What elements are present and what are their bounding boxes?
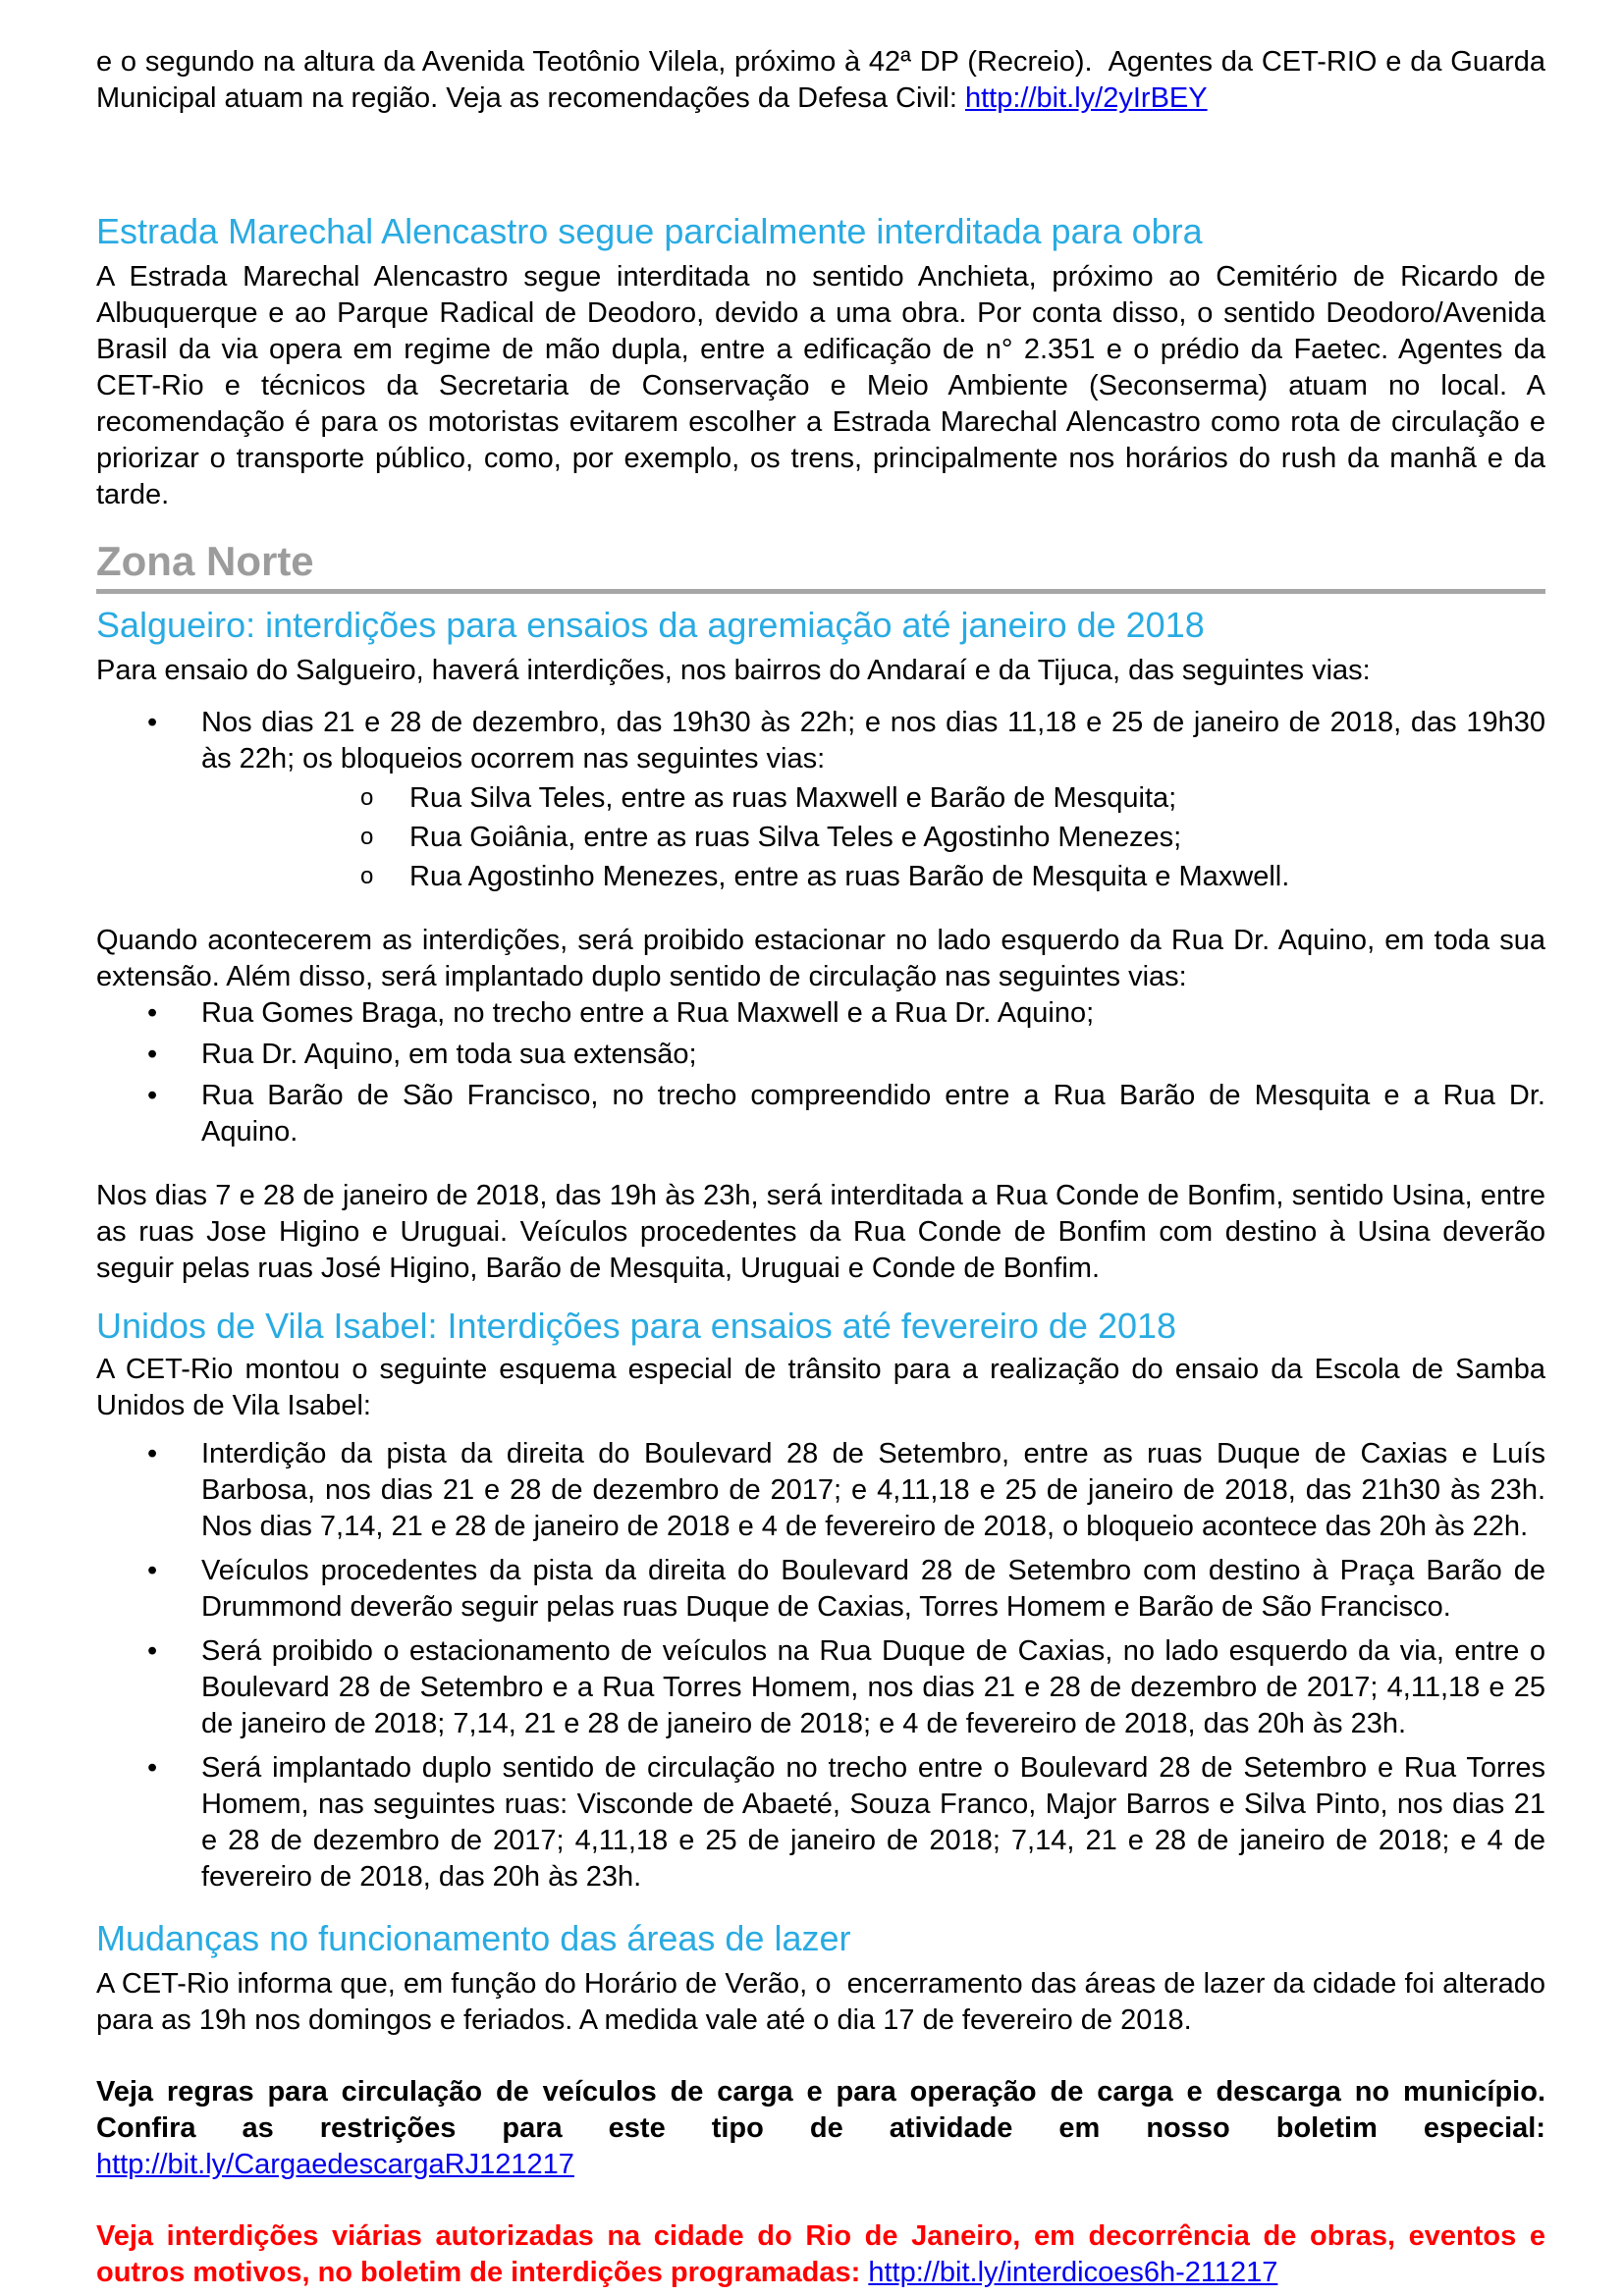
defesa-civil-link[interactable]: http://bit.ly/2yIrBEY: [965, 82, 1208, 114]
carga-notice-paragraph: [96, 2074, 1545, 2183]
vila-isabel-intro-paragraph: A CET-Rio montou o seguinte esquema especial de trânsito para a realização do ensaio da Escola de Samba Unidos de Vila Isabel:: [96, 1354, 1545, 1421]
section-heading-vila-isabel: Unidos de Vila Isabel: Interdições para ensaios até fevereiro de 2018: [96, 1306, 1177, 1346]
estrada-body-paragraph: A Estrada Marechal Alencastro segue interditada no sentido Anchieta, próximo ao Cemitério de Ricardo de Albuquerque e ao Parque Radical de Deodoro, devido a uma obra. Por conta disso, o sentido Deodoro/Avenida Brasil da via opera em regime de mão dupla, entre a edificação de n° 2.351 e o prédio da Faetec. Agentes da CET-Rio e técnicos da Secretaria de Conservação e Meio Ambiente (Seconserma) atuam no local. A recomendação é para os motoristas evitarem escolher a Estrada Marechal Alencastro como rota de circulação e priorizar o transporte público, como, por exemplo, os trens, principalmente nos horários do rush da manhã e da tarde.: [96, 261, 1545, 510]
section-heading-estrada: Estrada Marechal Alencastro segue parcialmente interditada para obra: [96, 211, 1203, 251]
list-item: o Rua Silva Teles, entre as ruas Maxwell e Barão de Mesquita;: [201, 780, 1545, 817]
list-item: • Rua Barão de São Francisco, no trecho compreendido entre a Rua Barão de Mesquita e a Rua Dr. Aquino.: [96, 1078, 1545, 1150]
interdicoes-programadas-link[interactable]: http://bit.ly/interdicoes6h-211217: [868, 2257, 1278, 2288]
salgueiro-bullet-list: [96, 705, 1545, 895]
list-item: o Rua Goiânia, entre as ruas Silva Teles e Agostinho Menezes;: [201, 820, 1545, 856]
intro-text: e o segundo na altura da Avenida Teotônio Vilela, próximo à 42ª DP (Recreio). Agentes da CET-RIO e da Guarda Municipal atuam na região. Veja as recomendações da Defesa Civil:: [96, 46, 1545, 114]
intro-paragraph: [96, 44, 1545, 117]
salgueiro-second-bullet-list: [96, 995, 1545, 1150]
list-item: • Rua Gomes Braga, no trecho entre a Rua Maxwell e a Rua Dr. Aquino;: [96, 995, 1545, 1032]
list-item: • Interdição da pista da direita do Boulevard 28 de Setembro, entre as ruas Duque de Caxias e Luís Barbosa, nos dias 21 e 28 de dezembro de 2017; e 4,11,18 e 25 de janeiro de 2018, das 21h30 às 23h. Nos dias 7,14, 21 e 28 de janeiro de 2018 e 4 de fevereiro de 2018, o bloqueio acontece das 20h às 22h.: [96, 1436, 1545, 1545]
salgueiro-second-paragraph: Quando acontecerem as interdições, será proibido estacionar no lado esquerdo da Rua Dr. Aquino, em toda sua extensão. Além disso, será implantado duplo sentido de circulação nas seguintes vias:: [96, 925, 1545, 992]
list-item: • Será proibido o estacionamento de veículos na Rua Duque de Caxias, no lado esquerdo da via, entre o Boulevard 28 de Setembro e a Rua Torres Homem, nos dias 21 e 28 de dezembro de 2017; 4,11,18 e 25 de janeiro de 2018; 7,14, 21 e 28 de janeiro de 2018; e 4 de fevereiro de 2018, das 20h às 23h.: [96, 1633, 1545, 1742]
carga-descarga-link[interactable]: http://bit.ly/CargaedescargaRJ121217: [96, 2149, 574, 2180]
salgueiro-bullet-text: Nos dias 21 e 28 de dezembro, das 19h30 às 22h; e nos dias 11,18 e 25 de janeiro de 2018, das 19h30 às 22h; os bloqueios ocorrem nas seguintes vias:: [201, 707, 1545, 774]
salgueiro-sub-bullet-list: [201, 780, 1545, 895]
list-item: o Rua Agostinho Menezes, entre as ruas Barão de Mesquita e Maxwell.: [201, 859, 1545, 895]
list-item: [96, 705, 1545, 895]
list-item: • Veículos procedentes da pista da direita do Boulevard 28 de Setembro com destino à Praça Barão de Drummond deverão seguir pelas ruas Duque de Caxias, Torres Homem e Barão de São Francisco.: [96, 1553, 1545, 1626]
salgueiro-third-paragraph: Nos dias 7 e 28 de janeiro de 2018, das 19h às 23h, será interditada a Rua Conde de Bonfim, sentido Usina, entre as ruas Jose Higino e Uruguai. Veículos procedentes da Rua Conde de Bonfim com destino à Usina deverão seguir pelas ruas José Higino, Barão de Mesquita, Uruguai e Conde de Bonfim.: [96, 1180, 1545, 1284]
interdicoes-notice-text: Veja interdições viárias autorizadas na cidade do Rio de Janeiro, em decorrência de obras, eventos e outros motivos, no boletim de interdições programadas:: [96, 2220, 1545, 2288]
carga-notice-text: Veja regras para circulação de veículos de carga e para operação de carga e descarga no município. Confira as restrições para este tipo de atividade em nosso boletim especial:: [96, 2076, 1545, 2144]
interdicoes-notice-paragraph: [96, 2218, 1545, 2291]
zone-heading-zona-norte: Zona Norte: [96, 539, 1545, 594]
list-item: • Será implantado duplo sentido de circulação no trecho entre o Boulevard 28 de Setembro e Rua Torres Homem, nas seguintes ruas: Visconde de Abaeté, Souza Franco, Major Barros e Silva Pinto, nos dias 21 e 28 de dezembro de 2017; 4,11,18 e 25 de janeiro de 2018; 7,14, 21 e 28 de janeiro de 2018; e 4 de fevereiro de 2018, das 20h às 23h.: [96, 1750, 1545, 1896]
section-heading-lazer: Mudanças no funcionamento das áreas de lazer: [96, 1918, 851, 1958]
vila-isabel-bullet-list: [96, 1436, 1545, 1896]
section-heading-salgueiro: Salgueiro: interdições para ensaios da agremiação até janeiro de 2018: [96, 605, 1205, 645]
list-item: • Rua Dr. Aquino, em toda sua extensão;: [96, 1037, 1545, 1073]
lazer-body-paragraph: A CET-Rio informa que, em função do Horário de Verão, o encerramento das áreas de lazer da cidade foi alterado para as 19h nos domingos e feriados. A medida vale até o dia 17 de fevereiro de 2018.: [96, 1968, 1545, 2036]
salgueiro-intro-paragraph: Para ensaio do Salgueiro, haverá interdições, nos bairros do Andaraí e da Tijuca, das seguintes vias:: [96, 655, 1371, 686]
